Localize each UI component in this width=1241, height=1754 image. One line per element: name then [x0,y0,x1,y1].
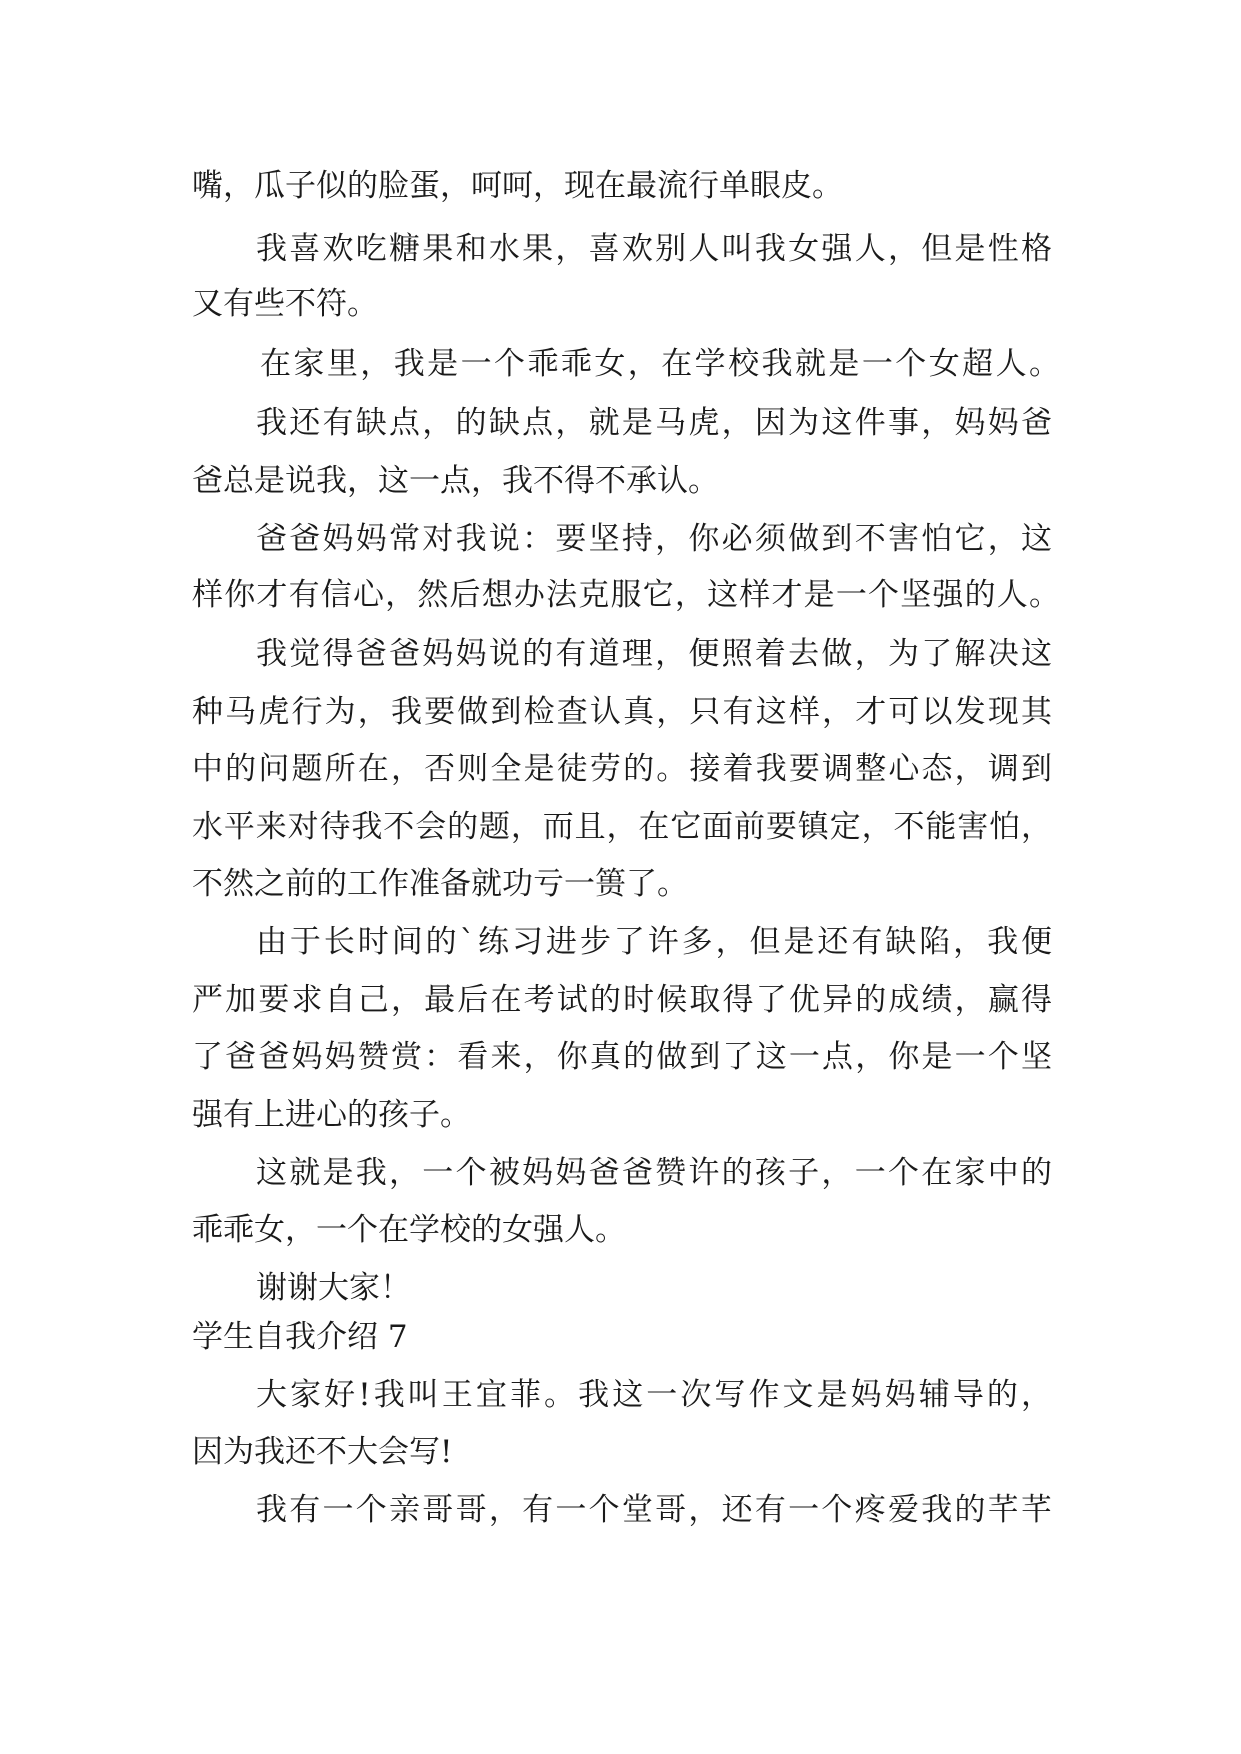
text-line: 又有些不符。 [192,286,378,322]
text-line: 样你才有信心，然后想办法克服它，这样才是一个坚强的人。 [192,577,1060,613]
text-line: 我喜欢吃糖果和水果，喜欢别人叫我女强人，但是性格 [256,231,1052,267]
text-line: 我还有缺点，的缺点，就是马虎，因为这件事，妈妈爸 [256,405,1052,441]
text-line: 我觉得爸爸妈妈说的有道理，便照着去做，为了解决这 [256,636,1052,672]
text-line: 强有上进心的孩子。 [192,1097,471,1133]
text-line: 种马虎行为，我要做到检查认真，只有这样，才可以发现其 [192,694,1052,730]
text-line: 不然之前的工作准备就功亏一篑了。 [192,866,688,902]
text-line: 我有一个亲哥哥，有一个堂哥，还有一个疼爱我的芊芊 [256,1492,1052,1528]
text-line: 在家里，我是一个乖乖女，在学校我就是一个女超人。 [260,346,1060,382]
text-line: 这就是我，一个被妈妈爸爸赞许的孩子，一个在家中的 [256,1155,1052,1191]
text-line: 爸总是说我，这一点，我不得不承认。 [192,463,719,499]
text-line: 因为我还不大会写! [192,1434,453,1470]
text-line: 严加要求自己，最后在考试的时候取得了优异的成绩，赢得 [192,982,1052,1018]
text-line: 由于长时间的`练习进步了许多，但是还有缺陷，我便 [256,924,1052,960]
text-line: 中的问题所在，否则全是徒劳的。接着我要调整心态，调到 [192,751,1052,787]
text-line: 了爸爸妈妈赞赏：看来，你真的做到了这一点，你是一个坚 [192,1039,1052,1075]
text-line: 大家好!我叫王宜菲。我这一次写作文是妈妈辅导的， [256,1377,1052,1413]
text-line: 爸爸妈妈常对我说：要坚持，你必须做到不害怕它，这 [256,521,1052,557]
section-heading: 学生自我介绍 7 [192,1319,408,1355]
text-line: 谢谢大家！ [256,1270,411,1306]
text-line: 乖乖女，一个在学校的女强人。 [192,1212,626,1248]
text-line: 嘴，瓜子似的脸蛋，呵呵，现在最流行单眼皮。 [192,168,843,204]
text-line: 水平来对待我不会的题，而且，在它面前要镇定，不能害怕， [192,809,1052,845]
